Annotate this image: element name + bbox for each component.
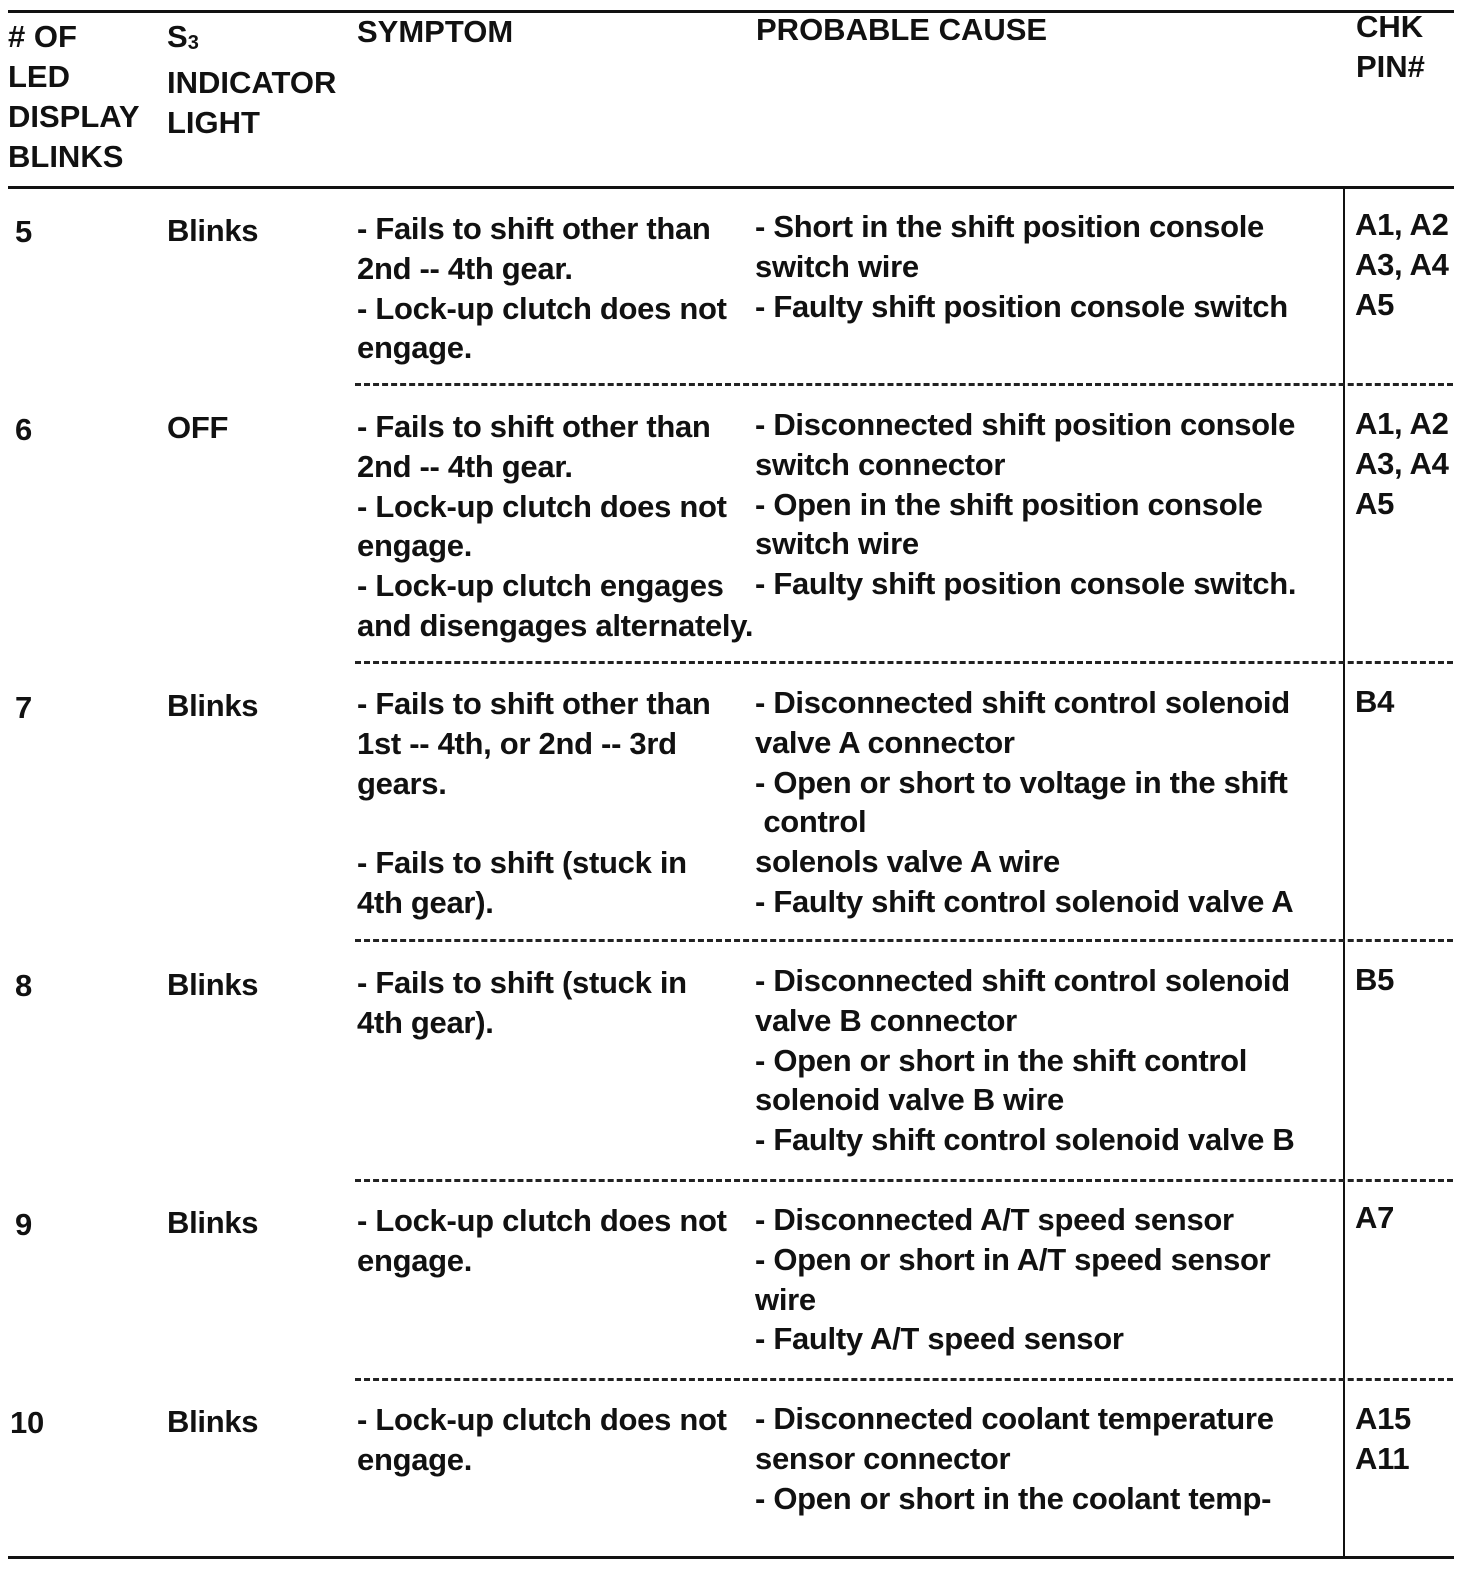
header-line: DISPLAY [8, 99, 140, 134]
header-line: LIGHT [167, 105, 260, 140]
header-s-prefix: S [167, 19, 188, 54]
row-cause [755, 961, 1295, 1160]
pin-line: A5 [1355, 286, 1395, 322]
symptom-line: gears. [357, 765, 447, 801]
pin-line: A1, A2 [1355, 207, 1449, 242]
row-separator [355, 939, 1453, 942]
row-cause [755, 1200, 1270, 1359]
cause-line: - Disconnected coolant temperature [755, 1401, 1274, 1436]
symptom-line: - Fails to shift other than [357, 211, 711, 246]
cause-line: - Open or short in the shift control [755, 1042, 1248, 1078]
cause-line: - Open or short in A/T speed sensor [755, 1241, 1271, 1277]
row-separator [355, 661, 1453, 664]
pin-line: B5 [1355, 962, 1395, 997]
cause-line: - Faulty shift position console switch [755, 288, 1288, 324]
row-blinks: 9 [15, 1207, 32, 1242]
cause-line: - Faulty shift control solenoid valve B [755, 1122, 1295, 1158]
cause-line: - Faulty A/T speed sensor [755, 1321, 1124, 1357]
row-pins [1355, 960, 1394, 1000]
symptom-line: engage. [357, 1242, 473, 1278]
cause-line: - Short in the shift position console [755, 209, 1264, 244]
row-blinks: 10 [10, 1405, 44, 1440]
top-rule [8, 10, 1454, 13]
cause-line: solenoid valve B wire [755, 1082, 1064, 1118]
row-blinks: 8 [15, 968, 32, 1003]
header-probable-cause: PROBABLE CAUSE [756, 12, 1048, 47]
row-symptom [357, 209, 727, 368]
cause-line: - Faulty shift position console switch. [755, 566, 1297, 602]
row-cause [755, 683, 1293, 922]
header-line: INDICATOR [167, 65, 337, 100]
cause-line: switch connector [755, 446, 1006, 482]
header-line: PIN# [1356, 49, 1425, 84]
header-subscript: 3 [187, 32, 199, 54]
header-line: LED [8, 59, 70, 94]
row-indicator: Blinks [167, 1404, 259, 1439]
symptom-line: 1st -- 4th, or 2nd -- 3rd [357, 725, 677, 761]
symptom-line: - Lock-up clutch does not [357, 290, 727, 326]
row-separator [355, 1179, 1453, 1182]
cause-line: - Disconnected A/T speed sensor [755, 1202, 1234, 1237]
cause-line: - Faulty shift control solenoid valve A [755, 883, 1294, 919]
row-cause [755, 207, 1288, 326]
pin-line: A3, A4 [1355, 445, 1449, 481]
pin-line: B4 [1355, 684, 1395, 719]
symptom-line: - Fails to shift (stuck in [357, 965, 687, 1000]
row-symptom [357, 1201, 727, 1281]
cause-line: solenols valve A wire [755, 844, 1060, 880]
row-separator [355, 1378, 1453, 1381]
row-symptom [357, 963, 687, 1043]
symptom-line: engage. [357, 528, 473, 564]
header-chk-pin [1356, 7, 1425, 87]
row-symptom [357, 1400, 727, 1480]
header-rule [8, 186, 1454, 189]
row-separator [355, 383, 1453, 386]
pin-line: A3, A4 [1355, 246, 1449, 282]
row-symptom [357, 684, 711, 923]
header-line: # OF [8, 19, 77, 54]
row-indicator: Blinks [167, 213, 259, 248]
row-indicator: Blinks [167, 1205, 259, 1240]
symptom-line: 4th gear). [357, 884, 494, 920]
cause-line: valve A connector [755, 724, 1015, 760]
header-led-blinks [8, 17, 140, 177]
row-blinks: 5 [15, 214, 32, 249]
row-blinks: 7 [15, 690, 32, 725]
symptom-line: - Lock-up clutch does not [357, 1402, 727, 1437]
cause-line: wire [755, 1281, 816, 1317]
cause-line: switch wire [755, 248, 919, 284]
header-line: CHK [1356, 9, 1424, 44]
cause-line: sensor connector [755, 1440, 1011, 1476]
row-pins [1355, 1399, 1411, 1479]
header-line [167, 17, 336, 63]
cause-line: - Open or short to voltage in the shift [755, 764, 1288, 800]
symptom-line: - Lock-up clutch does not [357, 1203, 727, 1238]
pin-line: A5 [1355, 485, 1395, 521]
row-symptom [357, 407, 753, 646]
pin-line: A15 [1355, 1401, 1411, 1436]
row-blinks: 6 [15, 412, 32, 447]
row-indicator: Blinks [167, 688, 259, 723]
symptom-line: engage. [357, 1441, 473, 1477]
row-cause [755, 1399, 1274, 1518]
cause-line: valve B connector [755, 1002, 1017, 1038]
row-indicator: Blinks [167, 967, 259, 1002]
header-line: BLINKS [8, 139, 124, 174]
cause-line: - Open or short in the coolant temp- [755, 1480, 1272, 1516]
symptom-line: - Lock-up clutch engages [357, 568, 724, 604]
header-s3-indicator [167, 17, 336, 143]
cause-line: switch wire [755, 526, 919, 562]
cause-line: - Disconnected shift control solenoid [755, 963, 1290, 998]
bottom-rule [8, 1556, 1454, 1559]
symptom-line [357, 803, 711, 843]
row-pins [1355, 205, 1449, 324]
symptom-line: 2nd -- 4th gear. [357, 250, 573, 286]
symptom-line: 2nd -- 4th gear. [357, 448, 573, 484]
header-symptom: SYMPTOM [357, 14, 514, 49]
row-cause [755, 405, 1296, 604]
symptom-line: engage. [357, 330, 473, 366]
cause-line: control [755, 804, 867, 840]
cause-line: - Disconnected shift position console [755, 407, 1296, 442]
pin-column-divider [1343, 188, 1345, 1556]
symptom-line: and disengages alternately. [357, 607, 754, 643]
row-pins [1355, 682, 1394, 722]
pin-line: A11 [1355, 1440, 1410, 1476]
symptom-line: - Fails to shift other than [357, 409, 711, 444]
row-pins [1355, 1198, 1394, 1238]
cause-line: - Open in the shift position console [755, 486, 1263, 522]
symptom-line: - Fails to shift other than [357, 686, 711, 721]
symptom-line: 4th gear). [357, 1004, 494, 1040]
symptom-line: - Lock-up clutch does not [357, 488, 727, 524]
row-indicator: OFF [167, 410, 229, 445]
symptom-line: - Fails to shift (stuck in [357, 845, 687, 881]
row-pins [1355, 404, 1449, 523]
pin-line: A7 [1355, 1200, 1395, 1235]
pin-line: A1, A2 [1355, 406, 1449, 441]
cause-line: - Disconnected shift control solenoid [755, 685, 1290, 720]
